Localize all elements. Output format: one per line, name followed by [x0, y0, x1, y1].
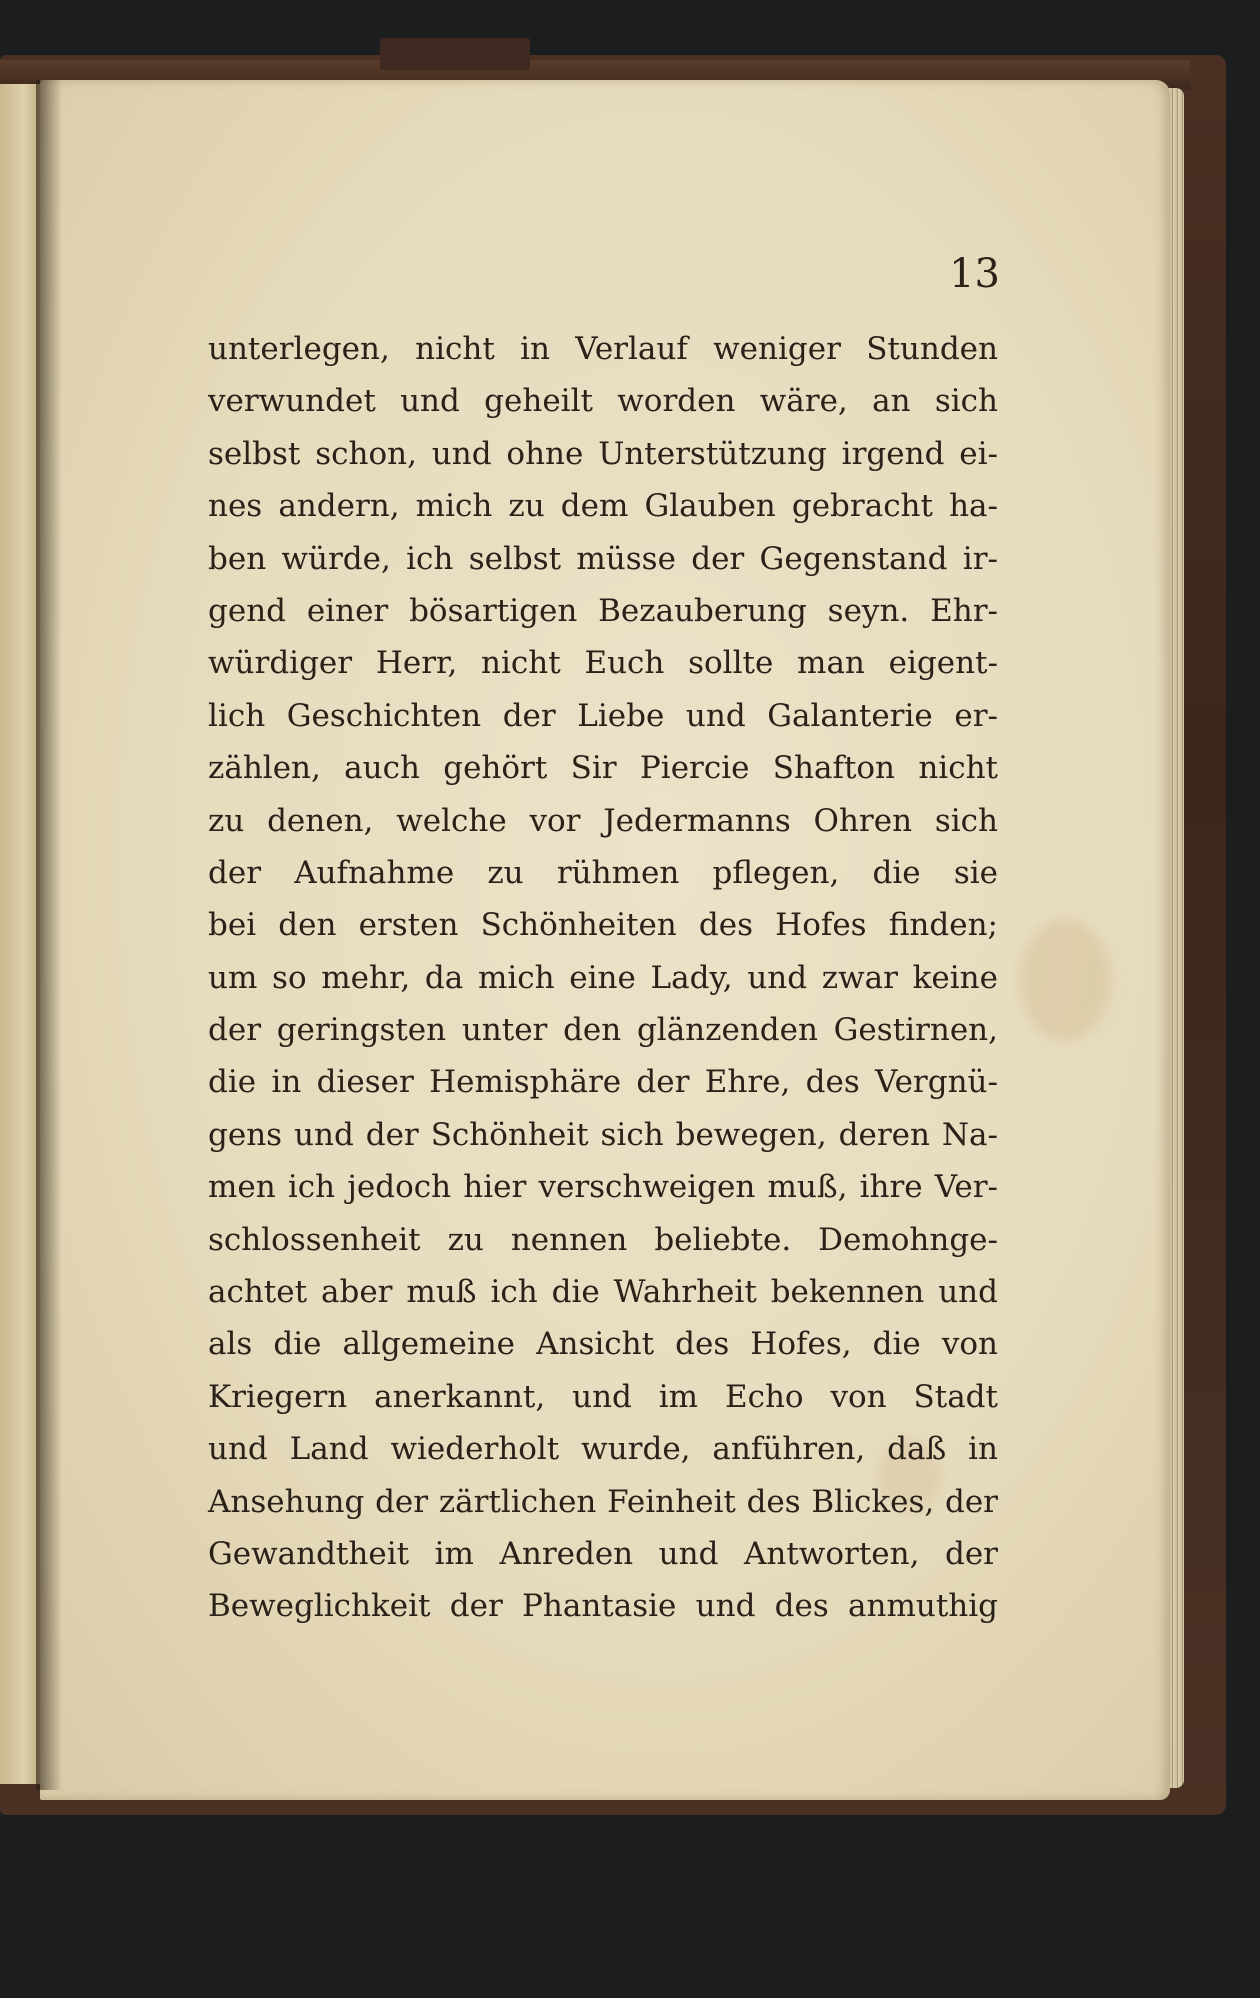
text-line: achtet aber muß ich die Wahrheit bekennen und [208, 1274, 998, 1311]
text-line: der Aufnahme zu rühmen pflegen, die sie [208, 854, 998, 891]
gutter-shadow [36, 80, 62, 1790]
binding-tab [380, 38, 530, 70]
text-line: der geringsten unter den glänzenden Gestirnen, [208, 1012, 998, 1049]
text-line: gend einer bösartigen Bezauberung seyn. Ehr- [208, 592, 998, 629]
text-line: men ich jedoch hier verschweigen muß, ihre Ver- [208, 1169, 998, 1206]
previous-page-edge [0, 84, 40, 1784]
text-line: als die allgemeine Ansicht des Hofes, die von [208, 1326, 998, 1363]
text-line: Gewandtheit im Anreden und Antworten, der [208, 1535, 998, 1572]
page-number: 13 [949, 251, 1000, 297]
text-line: unterlegen, nicht in Verlauf weniger Stunden [208, 331, 998, 367]
text-line: nes andern, mich zu dem Glauben gebracht ha- [208, 488, 998, 525]
text-line: gens und der Schönheit sich bewegen, deren Na- [208, 1116, 998, 1153]
page-stain [1020, 920, 1110, 1040]
text-line: und Land wiederholt wurde, anführen, daß in [208, 1431, 998, 1468]
text-line: um so mehr, da mich eine Lady, und zwar keine [208, 959, 998, 996]
text-line: lich Geschichten der Liebe und Galanterie er- [208, 697, 998, 734]
text-line: schlossenheit zu nennen beliebte. Demohnge- [208, 1221, 998, 1258]
text-line: ben würde, ich selbst müsse der Gegenstand ir- [208, 540, 998, 577]
text-line: zu denen, welche vor Jedermanns Ohren sich [208, 802, 998, 839]
text-line: Beweglichkeit der Phantasie und des anmuthig [208, 1588, 998, 1625]
text-line: selbst schon, und ohne Unterstützung irgend ei- [208, 435, 998, 472]
body-text [208, 323, 998, 1633]
text-line: zählen, auch gehört Sir Piercie Shafton nicht [208, 750, 998, 787]
text-line: verwundet und geheilt worden wäre, an sich [208, 383, 998, 420]
text-line: würdiger Herr, nicht Euch sollte man eigent- [208, 645, 998, 682]
text-line: Ansehung der zärtlichen Feinheit des Blickes, der [208, 1483, 998, 1520]
text-line: Kriegern anerkannt, und im Echo von Stadt [208, 1378, 998, 1415]
text-line: bei den ersten Schönheiten des Hofes finden; [208, 907, 998, 944]
text-line: die in dieser Hemisphäre der Ehre, des Vergnü- [208, 1064, 998, 1101]
